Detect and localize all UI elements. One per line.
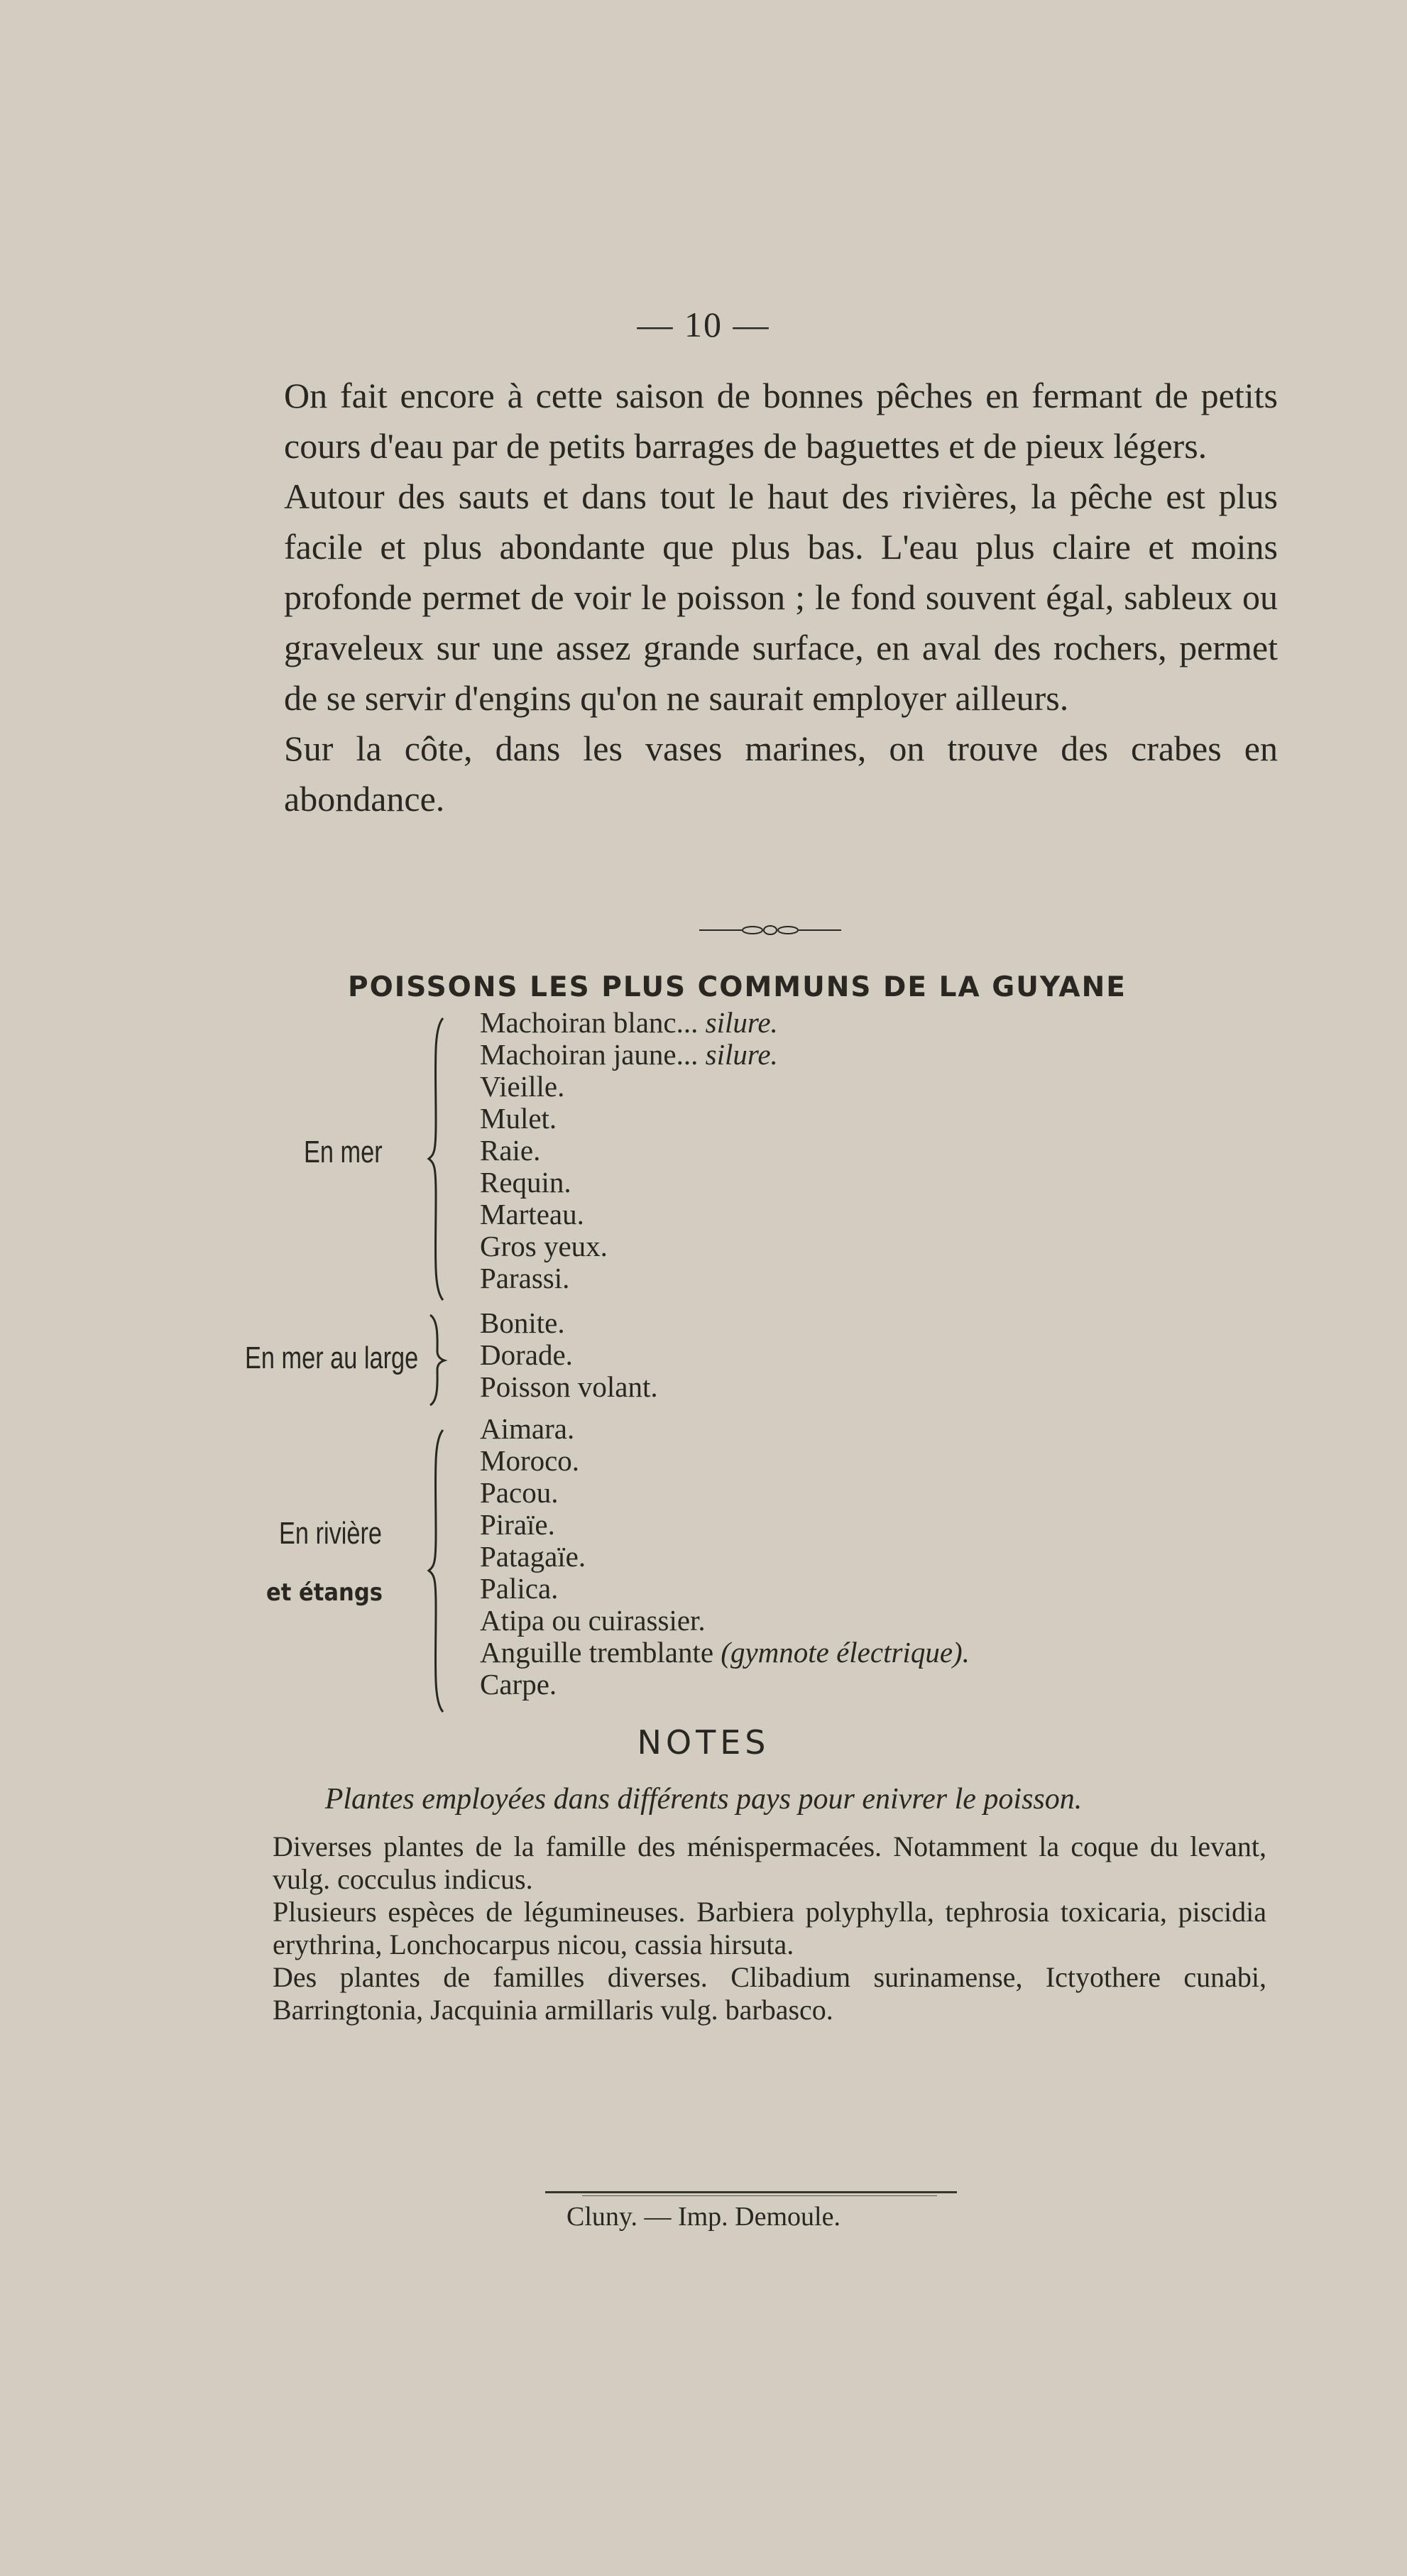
footer-rule-thin <box>582 2195 937 2196</box>
page-number: — 10 — <box>637 305 770 344</box>
fish-item: Patagaïe. <box>480 1540 586 1573</box>
fish-item: Marteau. <box>480 1198 584 1230</box>
fish-item: Bonite. <box>480 1306 565 1339</box>
section-title: POISSONS LES PLUS COMMUNS DE LA GUYANE <box>348 971 1127 1003</box>
group-label-open-sea: En mer au large <box>245 1341 419 1375</box>
fish-item: Raie. <box>480 1134 541 1167</box>
notes-subtitle: Plantes employées dans différents pays pour enivrer le poisson. <box>324 1783 1083 1816</box>
fish-item: Atipa ou cuirassier. <box>480 1604 706 1637</box>
fish-item: Requin. <box>480 1166 571 1199</box>
fish-item: Aimara. <box>480 1412 575 1445</box>
fish-item: Moroco. <box>480 1444 580 1477</box>
fish-item: Pacou. <box>480 1476 559 1509</box>
paragraph-2: Autour des sauts et dans tout le haut des rivières, la pêche est plus facile et plus abondante que plus bas. L'eau plus claire et moins profonde permet de voir le poisson ; le fond souvent égal, sableux ou graveleux sur une assez grande surface, en aval des rochers, permet de se servir d'engins qu'on ne saurait employer ailleurs. <box>284 476 1278 718</box>
fish-item: Anguille tremblante (gymnote électrique). <box>480 1636 970 1669</box>
paragraph-3: Sur la côte, dans les vases marines, on trouve des crabes en abondance. <box>284 728 1278 819</box>
group-label-ponds: et étangs <box>266 1578 383 1607</box>
ornament-divider <box>699 923 841 937</box>
note-line: Des plantes de familles diverses. Clibadium surinamense, Ictyothere cunabi, Barringtonia, Jacquinia armillaris vulg. barbasco. <box>273 1961 1266 2026</box>
fish-item: Dorade. <box>480 1338 573 1371</box>
body-text <box>284 371 1278 824</box>
brace-sea <box>426 1015 447 1303</box>
notes-title: NOTES <box>637 1723 770 1762</box>
fish-item: Piraïe. <box>480 1508 555 1541</box>
brace-river <box>426 1427 447 1715</box>
group-label-sea: En mer <box>304 1135 383 1169</box>
footer-rule <box>545 2191 957 2193</box>
fish-item: Parassi. <box>480 1262 570 1294</box>
fish-item: Vieille. <box>480 1070 565 1103</box>
printer-imprint: Cluny. — Imp. Demoule. <box>566 2202 841 2232</box>
fish-item: Mulet. <box>480 1102 557 1135</box>
fish-item: Machoiran jaune... silure. <box>480 1038 778 1071</box>
brace-open-sea <box>426 1312 447 1408</box>
note-line: Diverses plantes de la famille des ménispermacées. Notamment la coque du levant, vulg. cocculus indicus. <box>273 1830 1266 1895</box>
notes-text <box>273 1830 1266 2026</box>
note-line: Plusieurs espèces de légumineuses. Barbiera polyphylla, tephrosia toxicaria, piscidia erythrina, Lonchocarpus nicou, cassia hirsuta. <box>273 1896 1266 1960</box>
group-label-river: En rivière <box>279 1516 382 1551</box>
fish-list <box>480 1007 970 1701</box>
fish-item: Poisson volant. <box>480 1370 658 1403</box>
fish-item: Machoiran blanc... silure. <box>480 1006 778 1039</box>
fish-item: Palica. <box>480 1572 559 1605</box>
paragraph-1: On fait encore à cette saison de bonnes pêches en fermant de petits cours d'eau par de petits barrages de baguettes et de pieux légers. <box>284 376 1278 466</box>
fish-item: Gros yeux. <box>480 1230 608 1262</box>
fish-item: Carpe. <box>480 1668 557 1701</box>
